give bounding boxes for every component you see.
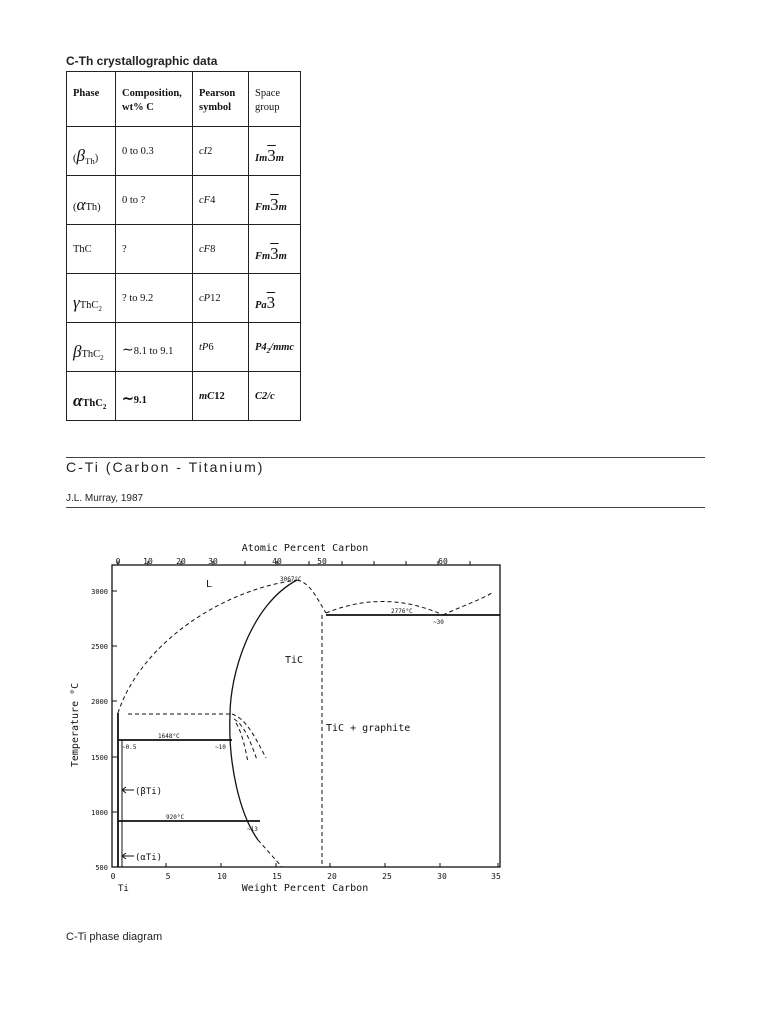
top-tick-label: 60 — [438, 557, 448, 566]
pearson-cell — [193, 127, 249, 176]
approx-symbol: ∼ — [122, 343, 134, 358]
pearson-lattice: c — [199, 195, 204, 206]
solidus-dashed-curve — [236, 723, 248, 763]
phase-base: ThC — [81, 349, 101, 360]
pearson-count: 4 — [210, 195, 216, 206]
y-tick-label: 2000 — [91, 698, 108, 706]
table-row — [67, 127, 301, 176]
cth-crystallographic-table — [66, 71, 301, 421]
header-composition-line2: wt% C — [122, 102, 154, 113]
space-group-suffix: m — [278, 202, 287, 213]
top-tick-label: 10 — [143, 557, 153, 566]
phase-greek-symbol: α — [73, 391, 83, 410]
space-group-cell — [249, 225, 301, 274]
table-header-row — [67, 72, 301, 127]
header-phase — [67, 72, 116, 127]
pearson-centering: I — [203, 146, 208, 157]
header-space-group — [249, 72, 301, 127]
space-group-subscript: 2 — [266, 347, 271, 356]
bottom-tick-label: 30 — [437, 872, 447, 881]
phase-greek-symbol: α — [76, 195, 86, 214]
pearson-centering: F — [203, 195, 211, 206]
composition-cell: 0 to ? — [116, 176, 193, 225]
y-tick-label: 1500 — [91, 754, 108, 762]
pearson-centering: P — [203, 293, 211, 304]
space-group-prefix: Im — [255, 153, 268, 164]
pearson-lattice: c — [199, 293, 204, 304]
liquidus-right-line — [297, 580, 326, 613]
y-axis-title: Temperature °C — [70, 682, 81, 768]
space-group-cell — [249, 323, 301, 372]
phase-subscript: 2 — [100, 354, 104, 363]
cti-section-title: C-Ti (Carbon - Titanium) — [66, 459, 265, 475]
composition-cell: ? — [116, 225, 193, 274]
composition-cell: ? to 9.2 — [116, 274, 193, 323]
y-tick-label: 500 — [95, 864, 108, 872]
tic-left-boundary-dashed — [258, 840, 282, 867]
bottom-tick-label: 10 — [217, 872, 227, 881]
annotation-peritectic-left: ~0.5 — [122, 744, 137, 751]
top-axis-title: Atomic Percent Carbon — [241, 543, 369, 554]
pearson-cell — [193, 323, 249, 372]
pearson-lattice: m — [199, 391, 208, 402]
phase-paren: ) — [97, 202, 101, 213]
space-group-bar-three: 3 — [266, 293, 276, 312]
space-group-suffix: /mmc — [270, 342, 295, 353]
space-group-bar-three: 3 — [270, 244, 279, 263]
annotation-peritectic-right: ~10 — [215, 744, 226, 751]
phase-cell — [67, 127, 116, 176]
space-group-prefix: P4 — [255, 342, 267, 353]
pearson-cell — [193, 176, 249, 225]
annotation-congruent-melt: 3067°C — [280, 576, 302, 583]
pearson-centering: P — [201, 342, 209, 353]
pearson-cell — [193, 274, 249, 323]
pearson-count: 8 — [210, 244, 216, 255]
element-label-ti: Ti — [118, 884, 129, 894]
phase-cell — [67, 323, 116, 372]
pearson-centering: F — [203, 244, 211, 255]
bottom-tick-label: 35 — [491, 872, 501, 881]
region-liquid: L — [206, 579, 213, 590]
space-group-bar-three: 3 — [267, 146, 276, 165]
graphite-liquidus-line — [443, 593, 492, 615]
top-tick-label: 30 — [208, 557, 218, 566]
annotation-peritectic-temp: 1648°C — [158, 733, 180, 740]
pearson-lattice: c — [199, 146, 204, 157]
composition-value: 9.1 — [133, 395, 147, 406]
y-axis-ticks — [91, 588, 117, 872]
pearson-lattice: t — [199, 342, 202, 353]
top-tick-label: 0 — [115, 557, 121, 566]
space-group-cell — [249, 176, 301, 225]
header-phase-label: Phase — [73, 88, 100, 99]
phase-paren: ( — [73, 153, 77, 164]
pearson-count: 12 — [210, 293, 221, 304]
top-tick-label: 50 — [317, 557, 327, 566]
y-tick-label: 1000 — [91, 809, 108, 817]
table-row — [67, 225, 301, 274]
phase-cell: ThC — [67, 225, 116, 274]
region-tic-graphite: TiC + graphite — [326, 723, 411, 734]
region-beta-ti: (βTi) — [135, 787, 163, 797]
phase-paren: ) — [94, 153, 99, 164]
phase-base: Th — [84, 156, 95, 167]
section-divider-bottom — [66, 507, 705, 508]
bottom-axis-ticks — [111, 863, 501, 881]
liquidus-graphite-line — [326, 601, 443, 615]
cth-table-title: C-Th crystallographic data — [66, 54, 218, 68]
header-composition-line1: Composition, — [122, 88, 182, 99]
header-space-line2: group — [255, 102, 280, 113]
space-group-cell — [249, 127, 301, 176]
phase-subscript: 2 — [98, 305, 102, 314]
phase-subscript: 2 — [102, 403, 107, 412]
space-group-suffix: m — [275, 153, 284, 164]
space-group-cell — [249, 274, 301, 323]
header-pearson-line2: symbol — [199, 102, 232, 113]
liquidus-left-line — [118, 580, 297, 713]
cti-figure-caption: C-Ti phase diagram — [66, 931, 163, 943]
phase-greek-symbol: β — [73, 342, 82, 361]
bottom-tick-label: 20 — [327, 872, 337, 881]
composition-value: 8.1 to 9.1 — [133, 346, 174, 357]
section-divider-top — [66, 457, 705, 458]
approx-symbol: ∼ — [122, 392, 134, 407]
header-pearson — [193, 72, 249, 127]
composition-cell: 0 to 0.3 — [116, 127, 193, 176]
pearson-count: 6 — [208, 342, 214, 353]
region-tic: TiC — [285, 655, 304, 666]
phase-base: Th — [85, 202, 98, 213]
space-group-label: C2/c — [255, 391, 275, 402]
bottom-tick-label: 15 — [272, 872, 282, 881]
header-space-line1: Space — [255, 88, 281, 99]
header-composition — [116, 72, 193, 127]
space-group-suffix: m — [278, 251, 287, 262]
phase-cell — [67, 372, 116, 421]
region-alpha-ti: (αTi) — [135, 853, 163, 863]
cti-credit: J.L. Murray, 1987 — [66, 493, 144, 504]
y-tick-label: 3000 — [91, 588, 108, 596]
pearson-lattice: c — [199, 244, 204, 255]
space-group-prefix: Pa — [255, 300, 267, 311]
table-row — [67, 323, 301, 372]
phase-greek-symbol: γ — [73, 293, 80, 312]
pearson-count: 12 — [214, 391, 225, 402]
phase-base: ThC — [79, 300, 99, 311]
bottom-tick-label: 0 — [110, 872, 116, 881]
y-tick-label: 2500 — [91, 643, 108, 651]
composition-cell — [116, 372, 193, 421]
space-group-prefix: Fm — [255, 251, 271, 262]
bottom-axis-title: Weight Percent Carbon — [241, 883, 369, 894]
table-row — [67, 274, 301, 323]
top-tick-label: 20 — [176, 557, 186, 566]
annotation-eutectic-temp: 2776°C — [391, 608, 413, 615]
table-row — [67, 372, 301, 421]
annotation-eutectoid-temp: 920°C — [166, 814, 185, 821]
phase-cell — [67, 176, 116, 225]
phase-paren: ( — [73, 202, 77, 213]
phase-base: ThC — [82, 398, 103, 409]
top-tick-label: 40 — [272, 557, 282, 566]
pearson-centering: C — [207, 391, 215, 402]
composition-cell — [116, 323, 193, 372]
annotation-eutectic-comp: ~30 — [433, 619, 444, 626]
pearson-cell — [193, 372, 249, 421]
bottom-tick-label: 5 — [165, 872, 171, 881]
space-group-cell — [249, 372, 301, 421]
table-row — [67, 176, 301, 225]
cti-phase-diagram — [60, 535, 520, 895]
bottom-tick-label: 25 — [382, 872, 392, 881]
pearson-cell — [193, 225, 249, 274]
phase-greek-symbol: β — [76, 146, 85, 165]
pearson-count: 2 — [207, 146, 213, 157]
space-group-prefix: Fm — [255, 202, 271, 213]
header-pearson-line1: Pearson — [199, 88, 236, 99]
phase-cell — [67, 274, 116, 323]
space-group-bar-three: 3 — [270, 195, 279, 214]
tic-solidus-line — [230, 580, 297, 715]
annotation-eutectoid-right: ~13 — [247, 826, 258, 833]
